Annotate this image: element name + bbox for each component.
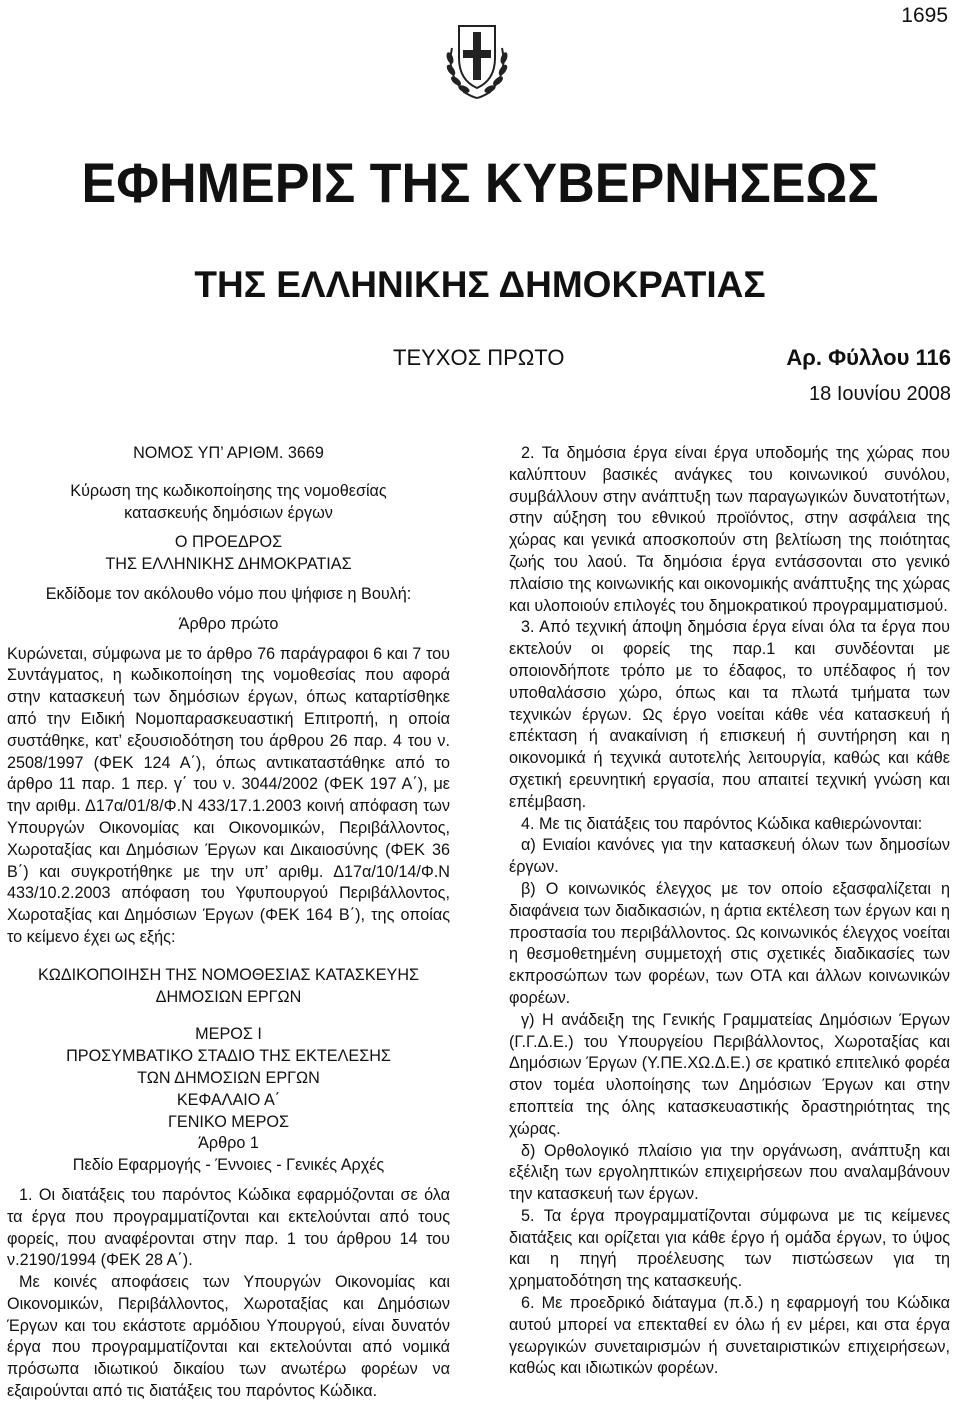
article-1-paragraph-4c: γ) Η ανάδειξη της Γενικής Γραμματείας Δημόσιων Έργων (Γ.Γ.Δ.Ε.) του Υπουργείου Περιβάλλοντος, Χωροταξίας και Δημόσιων Έργων (Υ.ΠΕ.ΧΩ.Δ.Ε.) σε κρατικό επιτελικό φορέα στον τομέα υλοποίησης των Δημόσιων Έργων και στην εποπτεία της όλης κατασκευαστικής δραστηριότητας της χώρας. [509, 1010, 950, 1138]
code-title-line2: ΔΗΜΟΣΙΩΝ ΕΡΓΩΝ [155, 987, 302, 1006]
article-1-paragraph-1b: Με κοινές αποφάσεις των Υπουργών Οικονομίας και Οικονομικών, Περιβάλλοντος, Χωροταξίας και Δημόσιων Έργων και του εκάστοτε αρμόδιου Υπουργού, είναι δυνατόν έργα που προγραμματίζονται και εκτελούνται από νομικά πρόσωπα ιδιωτικού δικαίου των ανωτέρω φορέων να εξαιρούνται από τις διατάξεις του παρόντος Κώδικα. [7, 1273, 450, 1401]
article-1-paragraph-4a: α) Ενιαίοι κανόνες για την κατασκευή όλων των δημοσίων έργων. [509, 836, 950, 877]
issue-date: 18 Ιουνίου 2008 [809, 383, 951, 405]
article-1-paragraph-4d: δ) Ορθολογικό πλαίσιο για την οργάνωση, ανάπτυξη και εξέλιξη των εργοληπτικών επιχειρήσεων που αναλαμβάνουν την κατασκευή των έργων. [509, 1141, 950, 1204]
article-first-text: Κυρώνεται, σύμφωνα με το άρθρο 76 παράγραφοι 6 και 7 του Συντάγματος, η κωδικοποίηση της νομοθεσίας που αφορά στην κατασκευή των δημόσιων έργων, όπως καταρτίσθηκε από την Ειδική Νομοπαρασκευαστική Επιτροπή, η οποία συστάθηκε, κατ’ εξουσιοδότηση του άρθρου 26 παρ. 4 του ν. 2508/1997 (ΦΕΚ 124 Α΄), όπως αντικαταστάθηκε από το άρθρο 11 παρ. 1 περ. γ΄ του ν. 3044/2002 (ΦΕΚ 197 Α΄), με την αριθμ. Δ17α/01/8/Φ.Ν 433/17.1.2003 κοινή απόφαση των Υπουργών Οικονομίας και Οικονομικών, Περιβάλλοντος, Χωροταξίας και Δημόσιων Έργων και Δικαιοσύνης (ΦΕΚ 36 Β΄) και συγκροτήθηκε με την υπ’ αριθμ. Δ17α/10/14/Φ.Ν 433/10.2.2003 απόφαση του Υφυπουργού Περιβάλλοντος, Χωροταξίας και Δημόσιων Έργων (ΦΕΚ 164 Β΄), της οποίας το κείμενο έχει ως εξής: [7, 644, 450, 946]
article-1-paragraph-4b: β) Ο κοινωνικός έλεγχος με τον οποίο εξασφαλίζεται η διαφάνεια των διαδικασιών, η άρτια εκτέλεση των έργων και η προστασία του περιβάλλοντος. Ως κοινωνικός έλεγχος νοείται η θεσμοθετημένη συμμετοχή στις σχετικές διαδικασίες των εκπροσώπων των φορέων, των ΟΤΑ και άλλων κοινωνικών φορέων. [509, 879, 950, 1007]
article-1-heading: Άρθρο 1 [198, 1134, 259, 1153]
chapter-title: ΓΕΝΙΚΟ ΜΕΡΟΣ [168, 1112, 289, 1131]
chapter-heading: ΚΕΦΑΛΑΙΟ Α΄ [176, 1090, 281, 1109]
greek-coat-of-arms-icon [442, 18, 512, 100]
enactment-clause: Εκδίδομε τον ακόλουθο νόμο που ψήφισε η Βουλή: [45, 584, 412, 603]
masthead-subtitle: ΤΗΣ ΕΛΛΗΝΙΚΗΣ ΔΗΜΟΚΡΑΤΙΑΣ [194, 264, 766, 305]
article-1-paragraph-3: 3. Από τεχνική άποψη δημόσια έργα είναι όλα τα έργα που εκτελούν οι φορείς της παρ.1 και συνδέονται με οποιονδήποτε τρόπο με το έδαφος, το υπέδαφος ή τον υποθαλάσσιο χώρο, όπως και τα πλωτά τμήματα των τεχνικών έργων. Ως έργο νοείται κάθε νέα κατασκευή ή επέκταση ή ανακαίνιση ή επισκευή ή συντήρηση και η οικονομικά ή τεχνικά αυτοτελής λειτουργία, καθώς και κάθε σχετική ερευνητική εργασία, που απαιτεί τεχνική γνώση και επέμβαση. [509, 618, 950, 811]
article-1-paragraph-2: 2. Τα δημόσια έργα είναι έργα υποδομής της χώρας που καλύπτουν βασικές ανάγκες του κοινωνικού συνόλου, συμβάλλουν στην ανάπτυξη των παραγωγικών δυνατοτήτων, στην αύξηση του εθνικού προϊόντος, στην ασφάλεια της χώρας και γενικά αποσκοπούν στη βελτίωση της ποιότητας ζωής του λαού. Τα δημόσια έργα εντάσσονται στο γενικό πλαίσιο της κοινωνικής και οικονομικής ανάπτυξης της χώρας και υλοποιούν επιλογές του δημοκρατικού προγραμματισμού. [509, 444, 950, 615]
part-title-line1: ΠΡΟΣΥΜΒΑΤΙΚΟ ΣΤΑΔΙΟ ΤΗΣ ΕΚΤΕΛΕΣΗΣ [66, 1047, 391, 1066]
article-1-title: Πεδίο Εφαρμογής - Έννοιες - Γενικές Αρχές [72, 1156, 385, 1175]
part-heading: ΜΕΡΟΣ Ι [195, 1025, 262, 1044]
law-number: ΝΟΜΟΣ ΥΠ’ ΑΡΙΘΜ. 3669 [133, 444, 324, 462]
issue-series: ΤΕΥΧΟΣ ΠΡΩΤΟ [393, 345, 565, 370]
article-first-heading: Άρθρο πρώτο [178, 614, 279, 633]
president-subtitle: ΤΗΣ ΕΛΛΗΝΙΚΗΣ ΔΗΜΟΚΡΑΤΙΑΣ [105, 555, 352, 574]
article-1-paragraph-6: 6. Με προεδρικό διάταγμα (π.δ.) η εφαρμογή του Κώδικα αυτού μπορεί να επεκταθεί εν όλω ή εν μέρει, και στα έργα γεωργικών συνεταιρισμών ή συνεταιριστικών επιχειρήσεων, καθώς και ιδιωτικών φορέων. [509, 1294, 950, 1378]
law-title: Κύρωση της κωδικοποίησης της νομοθεσίας κατασκευής δημόσιων έργων [70, 481, 387, 522]
part-title-line2: ΤΩΝ ΔΗΜΟΣΙΩΝ ΕΡΓΩΝ [137, 1068, 320, 1087]
sheet-number: Αρ. Φύλλου 116 [786, 345, 951, 370]
code-title-line1: ΚΩΔΙΚΟΠΟΙΗΣΗ ΤΗΣ ΝΟΜΟΘΕΣΙΑΣ ΚΑΤΑΣΚΕΥΗΣ [37, 965, 420, 984]
right-column [509, 443, 950, 1380]
article-1-paragraph-5: 5. Τα έργα προγραμματίζονται σύμφωνα με τις κείμενες διατάξεις και ορίζεται για κάθε έργο ή ομάδα έργων, το ύψος και η πηγή προέλευσης των πιστώσεων για τη χρηματοδότηση της κατασκευής. [509, 1206, 950, 1291]
masthead-title: ΕΦΗΜΕΡΙΣ ΤΗΣ ΚΥΒΕΡΝΗΣΕΩΣ [81, 151, 879, 214]
left-column [7, 443, 450, 1403]
article-1-paragraph-4: 4. Με τις διατάξεις του παρόντος Κώδικα καθιερώνονται: [521, 814, 923, 833]
president-title: Ο ΠΡΟΕΔΡΟΣ [174, 533, 283, 552]
article-1-paragraph-1: 1. Οι διατάξεις του παρόντος Κώδικα εφαρμόζονται σε όλα τα έργα που προγραμματίζονται και εκτελούνται από τους φορείς, που αναφέρονται στην παρ. 1 του άρθρου 14 του ν.2190/1994 (ΦΕΚ 28 Α΄). [7, 1185, 450, 1270]
page-number: 1695 [901, 4, 948, 27]
